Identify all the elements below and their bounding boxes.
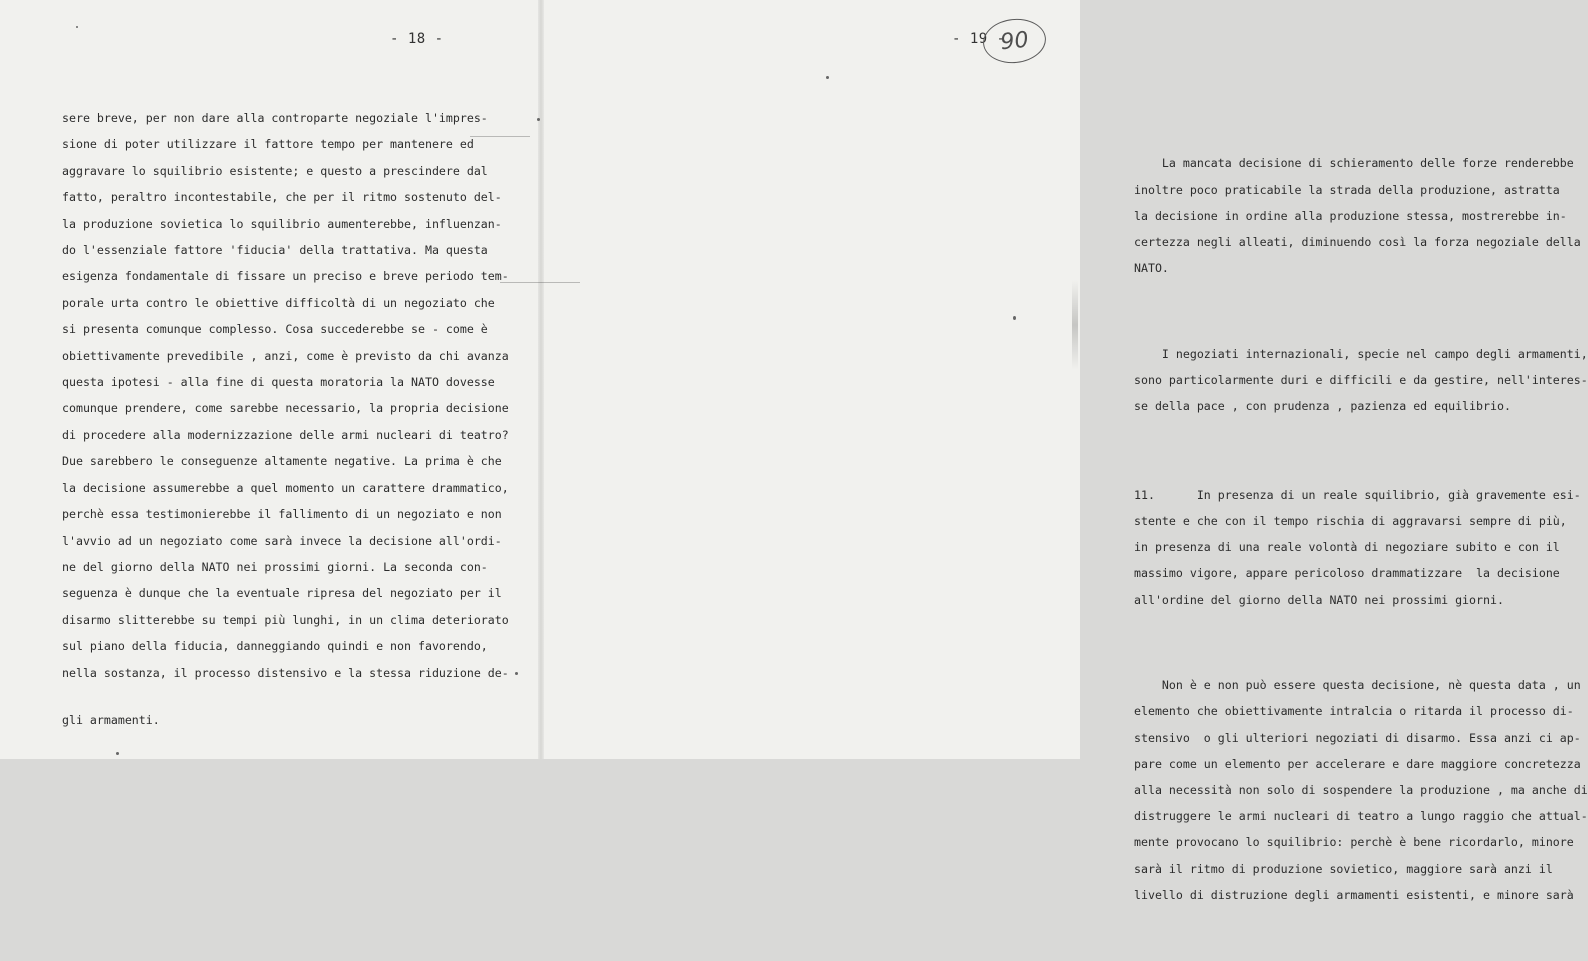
text-line: elemento che obiettivamente intralcia o ritarda il processo di-	[1134, 704, 1574, 719]
paragraph-1	[1134, 150, 1588, 281]
faint-mark	[540, 282, 580, 283]
text-line: esigenza fondamentale di fissare un preciso e breve periodo tem-	[62, 269, 509, 284]
text-line: distruggere le armi nucleari di teatro a lungo raggio che attual-	[1134, 809, 1588, 824]
text-line: massimo vigore, appare pericoloso drammatizzare la decisione	[1134, 566, 1560, 581]
text-line: livello di distruzione degli armamenti esistenti, e minore sarà	[1134, 887, 1574, 902]
page-number-right: - 19 -	[952, 31, 1006, 47]
text-line: porale urta contro le obiettive difficoltà di un negoziato che	[62, 295, 495, 310]
text-line: sarà il ritmo di produzione sovietico, maggiore sarà anzi il	[1134, 861, 1553, 876]
text-line: alla necessità non solo di sospendere la produzione , ma anche di	[1134, 783, 1588, 798]
text-line: la decisione in ordine alla produzione stessa, mostrerebbe in-	[1134, 208, 1567, 223]
text-line: stente e che con il tempo rischia di aggravarsi sempre di più,	[1134, 514, 1567, 529]
text-line: aggravare lo squilibrio esistente; e questo a prescindere dal	[62, 163, 488, 178]
text-line: si presenta comunque complesso. Cosa succederebbe se - come è	[62, 322, 488, 337]
text-line: La mancata decisione di schieramento delle forze renderebbe	[1134, 156, 1574, 171]
text-line: do l'essenziale fattore 'fiducia' della trattativa. Ma questa	[62, 243, 488, 258]
right-page-body	[1134, 98, 1588, 961]
faint-mark	[500, 282, 540, 283]
text-line: sione di poter utilizzare il fattore tempo per mantenere ed	[62, 137, 474, 152]
text-line: obiettivamente prevedibile , anzi, come è previsto da chi avanza	[62, 348, 509, 363]
text-line: nella sostanza, il processo distensivo e la stessa riduzione de-	[62, 665, 509, 680]
scan-speck	[537, 118, 540, 121]
text-line: comunque prendere, come sarebbe necessario, la propria decisione	[62, 401, 509, 416]
text-line: l'avvio ad un negoziato come sarà invece la decisione all'ordi-	[62, 533, 502, 548]
paragraph-4	[1134, 672, 1588, 908]
paragraph-2	[1134, 341, 1588, 420]
left-page-body	[62, 105, 509, 686]
scan-speck	[116, 752, 119, 755]
text-line: la produzione sovietica lo squilibrio aumenterebbe, influenzan-	[62, 216, 502, 231]
scan-speck	[826, 76, 829, 79]
scan-speck	[515, 672, 518, 675]
text-line: 11. In presenza di un reale squilibrio, già gravemente esi-	[1134, 487, 1581, 502]
text-line: di procedere alla modernizzazione delle armi nucleari di teatro?	[62, 427, 509, 442]
text-line: sul piano della fiducia, danneggiando quindi e non favorendo,	[62, 639, 488, 654]
text-line: Due sarebbero le conseguenze altamente negative. La prima è che	[62, 454, 502, 469]
text-line: seguenza è dunque che la eventuale ripresa del negoziato per il	[62, 586, 502, 601]
archive-stamp: 90	[981, 16, 1048, 66]
text-line: fatto, peraltro incontestabile, che per il ritmo sostenuto del-	[62, 190, 502, 205]
text-line: questa ipotesi - alla fine di questa moratoria la NATO dovesse	[62, 375, 495, 390]
text-line: in presenza di una reale volontà di negoziare subito e con il	[1134, 540, 1560, 555]
text-line: all'ordine del giorno della NATO nei prossimi giorni.	[1134, 592, 1504, 607]
text-line: Non è e non può essere questa decisione, nè questa data , un	[1134, 678, 1581, 693]
text-line: ne del giorno della NATO nei prossimi giorni. La seconda con-	[62, 559, 488, 574]
page-number-left: - 18 -	[390, 31, 444, 47]
text-line: pare come un elemento per accelerare e dare maggiore concretezza	[1134, 756, 1581, 771]
scan-speck	[1013, 316, 1016, 320]
scan-speck	[76, 26, 78, 28]
text-line: I negoziati internazionali, specie nel campo degli armamenti,	[1134, 346, 1588, 361]
text-line: sono particolarmente duri e difficili e da gestire, nell'interes-	[1134, 373, 1588, 388]
left-page-last-line: gli armamenti.	[62, 713, 160, 727]
text-line: certezza negli alleati, diminuendo così la forza negoziale della	[1134, 235, 1581, 250]
text-line: la decisione assumerebbe a quel momento un carattere drammatico,	[62, 480, 509, 495]
text-line: NATO.	[1134, 261, 1169, 276]
text-line: stensivo o gli ulteriori negoziati di disarmo. Essa anzi ci ap-	[1134, 730, 1581, 745]
paragraph-3	[1134, 482, 1588, 613]
faint-mark	[470, 136, 530, 137]
text-line: sere breve, per non dare alla controparte negoziale l'impres-	[62, 111, 488, 125]
text-line: perchè essa testimonierebbe il fallimento di un negoziato e non	[62, 507, 502, 522]
left-page	[0, 0, 540, 759]
text-line: inoltre poco praticabile la strada della produzione, astratta	[1134, 182, 1560, 197]
right-page	[540, 0, 1588, 902]
text-line: disarmo slitterebbe su tempi più lunghi, in un clima deteriorato	[62, 612, 509, 627]
text-line: se della pace , con prudenza , pazienza ed equilibrio.	[1134, 399, 1511, 414]
text-line: mente provocano lo squilibrio: perchè è bene ricordarlo, minore	[1134, 835, 1574, 850]
